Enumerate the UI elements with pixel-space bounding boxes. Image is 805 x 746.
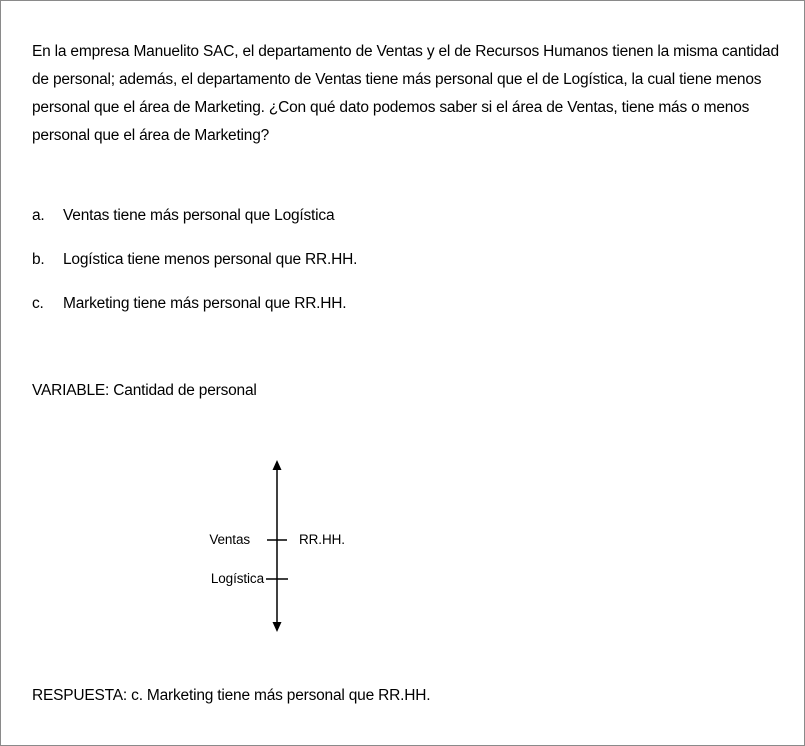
variable-line: VARIABLE: Cantidad de personal <box>32 382 257 399</box>
option-letter: a. <box>32 207 45 224</box>
option-c <box>32 290 357 334</box>
label-logistica: Logística <box>210 571 264 586</box>
arrow-up-icon <box>273 460 282 470</box>
option-a <box>32 202 357 246</box>
label-rrhh: RR.HH. <box>299 532 345 547</box>
answer-line: RESPUESTA: c. Marketing tiene más personal que RR.HH. <box>32 687 431 704</box>
arrow-down-icon <box>273 622 282 632</box>
option-b <box>32 246 357 290</box>
label-ventas: Ventas <box>209 532 250 547</box>
answer-options <box>32 202 357 334</box>
option-text: Logística tiene menos personal que RR.HH. <box>63 251 358 268</box>
option-letter: c. <box>32 295 44 312</box>
problem-statement: En la empresa Manuelito SAC, el departamento de Ventas y el de Recursos Humanos tienen la misma cantidad de personal; además, el departamento de Ventas tiene más personal que el de Logística, la cual tiene menos personal que el área de Marketing. ¿Con qué dato podemos saber si el área de Ventas, tiene más o menos personal que el área de Marketing? <box>32 43 779 144</box>
option-text: Marketing tiene más personal que RR.HH. <box>63 295 347 312</box>
option-text: Ventas tiene más personal que Logística <box>63 207 335 224</box>
vertical-axis <box>190 455 390 645</box>
order-diagram <box>190 455 390 645</box>
option-letter: b. <box>32 251 45 268</box>
